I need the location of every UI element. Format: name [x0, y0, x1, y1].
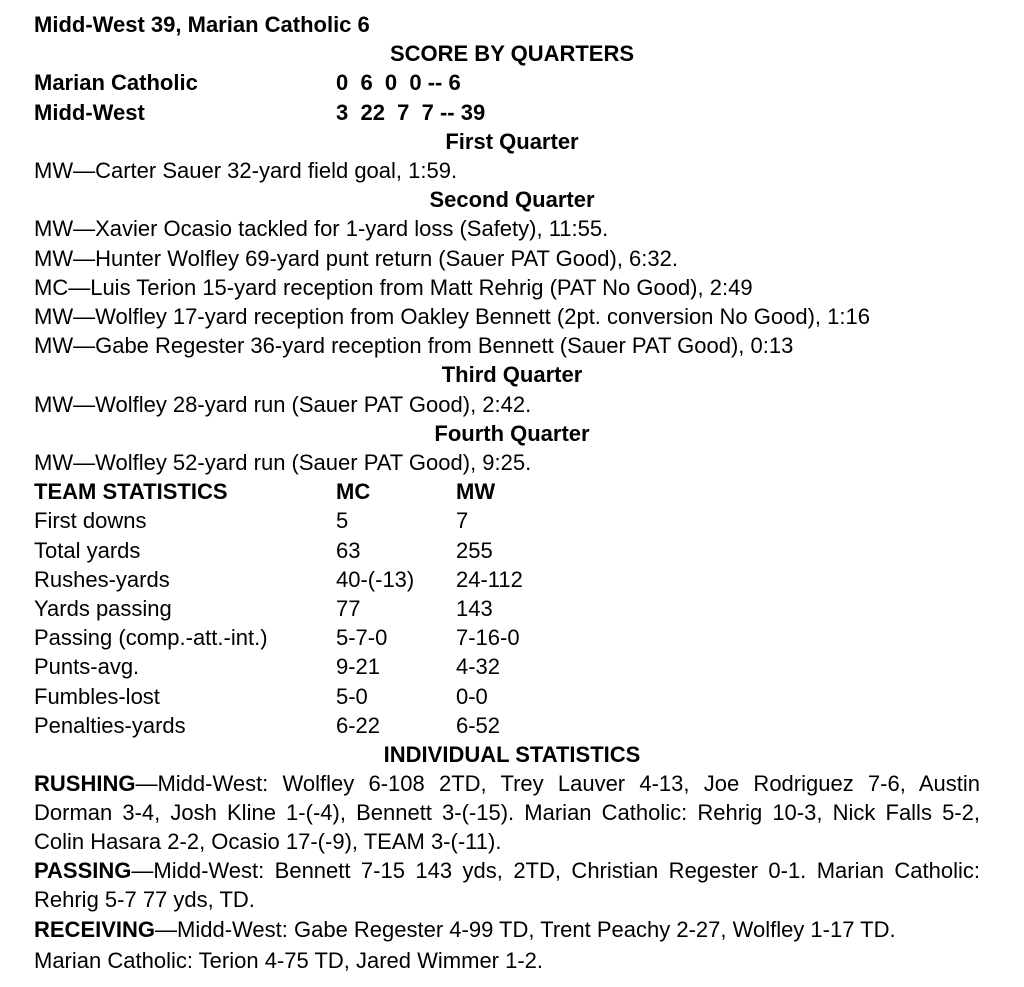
stat-value-mc: 77 — [336, 596, 361, 622]
quarter-heading-first: First Quarter — [445, 128, 579, 154]
stat-row — [34, 565, 990, 594]
quarter-heading-second: Second Quarter — [429, 187, 595, 213]
stat-value-mc: 9-21 — [336, 654, 381, 680]
score-by-quarters-title: SCORE BY QUARTERS — [389, 41, 635, 67]
passing-stats — [34, 856, 980, 914]
scoring-play: MW—Wolfley 52-yard run (Sauer PAT Good), 9:25. — [34, 450, 532, 476]
stat-value-mc: 63 — [336, 537, 361, 563]
column-header-mw: MW — [456, 479, 496, 505]
team-name: Midd-West — [34, 99, 145, 125]
stat-row — [34, 623, 990, 652]
quarter-scores: 3 22 7 7 -- 39 — [336, 99, 486, 125]
stat-value-mw: 6-52 — [456, 712, 501, 738]
stat-label: Passing (comp.-att.-int.) — [34, 625, 268, 651]
stat-row — [34, 711, 990, 740]
stat-label: Penalties-yards — [34, 712, 186, 738]
stat-label: Fumbles-lost — [34, 683, 160, 709]
scoring-play: MW—Gabe Regester 36-yard reception from Bennett (Sauer PAT Good), 0:13 — [34, 333, 794, 359]
stat-row — [34, 594, 990, 623]
scoring-play: MW—Hunter Wolfley 69-yard punt return (Sauer PAT Good), 6:32. — [34, 245, 678, 271]
stat-label: Yards passing — [34, 596, 172, 622]
stat-row — [34, 652, 990, 681]
quarter-scores: 0 6 0 0 -- 6 — [336, 70, 461, 96]
stat-row — [34, 536, 990, 565]
stat-value-mc: 40-(-13) — [336, 566, 415, 592]
stat-value-mw: 0-0 — [456, 683, 488, 709]
stat-value-mc: 5-0 — [336, 683, 368, 709]
rushing-stats — [34, 769, 980, 856]
rushing-label: RUSHING — [34, 771, 136, 797]
receiving-label: RECEIVING — [34, 917, 156, 943]
scoring-play: MW—Xavier Ocasio tackled for 1-yard loss (Safety), 11:55. — [34, 216, 609, 242]
score-row-midd-west — [34, 98, 990, 127]
scoring-play: MC—Luis Terion 15-yard reception from Matt Rehrig (PAT No Good), 2:49 — [34, 274, 753, 300]
stat-value-mw: 4-32 — [456, 654, 501, 680]
score-row-marian-catholic — [34, 68, 990, 97]
stat-label: First downs — [34, 508, 147, 534]
stat-value-mc: 5 — [336, 508, 349, 534]
rushing-text: —Midd-West: Wolfley 6-108 2TD, Trey Lauver 4-13, Joe Rodriguez 7-6, Austin Dorman 3-4, Josh Kline 1-(-4), Bennett 3-(-15). Marian Catholic: Rehrig 10-3, Nick Falls 5-2, Colin Hasara 2-2, Ocasio 17-(-9), TEAM 3-(-11). — [34, 771, 980, 855]
stat-row — [34, 682, 990, 711]
scoring-play: MW—Wolfley 28-yard run (Sauer PAT Good), 2:42. — [34, 391, 532, 417]
stat-label: Rushes-yards — [34, 566, 170, 592]
stat-row — [34, 506, 990, 535]
stat-value-mw: 7 — [456, 508, 469, 534]
stat-value-mw: 7-16-0 — [456, 625, 520, 651]
headline: Midd-West 39, Marian Catholic 6 — [34, 12, 370, 37]
stat-label: Punts-avg. — [34, 654, 140, 680]
individual-statistics-title: INDIVIDUAL STATISTICS — [383, 742, 641, 768]
stat-value-mw: 143 — [456, 596, 493, 622]
scoring-play: MW—Wolfley 17-yard reception from Oakley Bennett (2pt. conversion No Good), 1:16 — [34, 304, 870, 330]
team-statistics-header — [34, 477, 990, 506]
stat-value-mw: 24-112 — [456, 566, 523, 592]
receiving-text: —Midd-West: Gabe Regester 4-99 TD, Trent Peachy 2-27, Wolfley 1-17 TD. Marian Catholic: Terion 4-75 TD, Jared Wimmer 1-2. — [34, 917, 896, 974]
scoring-play: MW—Carter Sauer 32-yard field goal, 1:59. — [34, 158, 458, 184]
receiving-stats — [34, 914, 944, 976]
quarter-heading-fourth: Fourth Quarter — [434, 420, 590, 446]
stat-label: Total yards — [34, 537, 141, 563]
team-statistics-title: TEAM STATISTICS — [34, 479, 228, 505]
quarter-heading-third: Third Quarter — [441, 362, 583, 388]
stat-value-mw: 255 — [456, 537, 493, 563]
team-name: Marian Catholic — [34, 70, 198, 96]
stat-value-mc: 5-7-0 — [336, 625, 388, 651]
passing-label: PASSING — [34, 858, 132, 884]
passing-text: —Midd-West: Bennett 7-15 143 yds, 2TD, Christian Regester 0-1. Marian Catholic: Rehrig 5-7 77 yds, TD. — [34, 858, 980, 913]
column-header-mc: MC — [336, 479, 371, 505]
stat-value-mc: 6-22 — [336, 712, 381, 738]
